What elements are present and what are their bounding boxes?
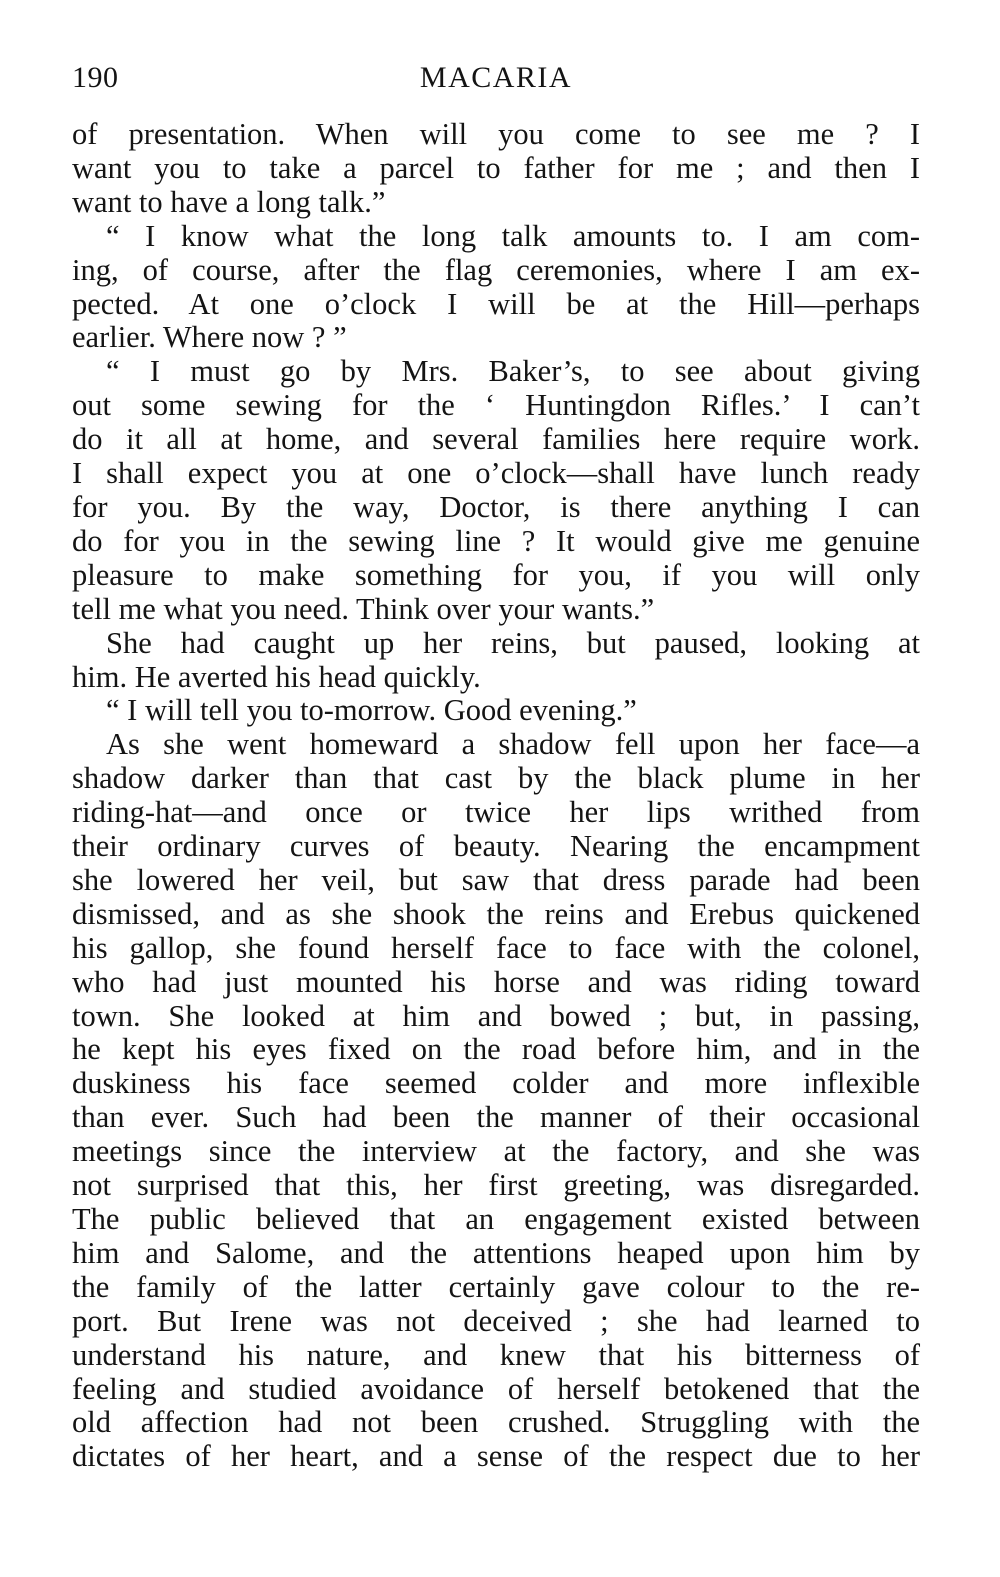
text-line: their ordinary curves of beauty. Nearing the encampment — [72, 829, 920, 864]
running-head — [72, 56, 920, 104]
text-line: I shall expect you at one o’clock—shall have lunch ready — [72, 456, 920, 491]
paragraph — [72, 627, 920, 695]
text-line: out some sewing for the ‘ Huntingdon Rifles.’ I can’t — [72, 388, 920, 423]
text-line: his gallop, she found herself face to face with the colonel, — [72, 930, 920, 965]
text-line: dismissed, and as she shook the reins and Erebus quickened — [72, 896, 920, 931]
text-line: meetings since the interview at the factory, and she was — [72, 1134, 920, 1169]
text-line: than ever. Such had been the manner of their occasional — [72, 1100, 920, 1135]
text-line: want you to take a parcel to father for me ; and then I — [72, 150, 920, 185]
text-line: “ I know what the long talk amounts to. I am com- — [106, 218, 920, 253]
text-line: tell me what you need. Think over your wants.” — [72, 591, 655, 626]
text-line: pleasure to make something for you, if you will only — [72, 557, 920, 592]
text-line: riding-hat—and once or twice her lips writhed from — [72, 795, 920, 830]
text-line: do for you in the sewing line ? It would give me genuine — [72, 523, 920, 558]
text-line: him and Salome, and the attentions heaped upon him by — [72, 1235, 920, 1270]
paragraph — [72, 355, 920, 626]
text-line: the family of the latter certainly gave colour to the re- — [72, 1269, 920, 1304]
text-line: port. But Irene was not deceived ; she had learned to — [72, 1303, 920, 1338]
text-line: duskiness his face seemed colder and more inflexible — [72, 1066, 920, 1101]
text-line: who had just mounted his horse and was riding toward — [72, 964, 920, 999]
paragraph — [72, 118, 920, 220]
text-line: understand his nature, and knew that his bitterness of — [72, 1337, 920, 1372]
text-line: old affection had not been crushed. Struggling with the — [72, 1405, 920, 1440]
text-line: for you. By the way, Doctor, is there anything I can — [72, 489, 920, 524]
paragraph — [72, 220, 920, 356]
text-line: She had caught up her reins, but paused, looking at — [106, 625, 920, 660]
text-line: town. She looked at him and bowed ; but, in passing, — [72, 998, 920, 1033]
paragraph — [72, 694, 920, 728]
text-line: shadow darker than that cast by the black plume in her — [72, 761, 920, 796]
page-number: 190 — [72, 61, 119, 94]
text-line: she lowered her veil, but saw that dress parade had been — [72, 862, 920, 897]
text-line: of presentation. When will you come to see me ? I — [72, 117, 920, 151]
text-line: ing, of course, after the flag ceremonies, where I am ex- — [72, 252, 920, 287]
text-line: The public believed that an engagement existed between — [72, 1202, 920, 1236]
text-body — [72, 118, 920, 1474]
text-line: As she went homeward a shadow fell upon her face—a — [106, 727, 920, 762]
text-line: pected. At one o’clock I will be at the Hill—perhaps — [72, 286, 920, 321]
text-line: “ I will tell you to-morrow. Good evening.” — [106, 693, 637, 728]
text-line: do it all at home, and several families here require work. — [72, 422, 920, 457]
text-line: him. He averted his head quickly. — [72, 659, 481, 694]
book-title: MACARIA — [419, 61, 573, 94]
book-page — [72, 56, 920, 1526]
text-line: he kept his eyes fixed on the road before him, and in the — [72, 1032, 920, 1067]
text-line: want to have a long talk.” — [72, 184, 386, 219]
text-line: dictates of her heart, and a sense of the respect due to her — [72, 1439, 920, 1474]
text-line: earlier. Where now ? ” — [72, 320, 347, 355]
text-line: feeling and studied avoidance of herself betokened that the — [72, 1371, 920, 1406]
text-line: not surprised that this, her first greeting, was disregarded. — [72, 1168, 920, 1203]
paragraph — [72, 728, 920, 1474]
text-line: “ I must go by Mrs. Baker’s, to see about giving — [106, 354, 920, 389]
